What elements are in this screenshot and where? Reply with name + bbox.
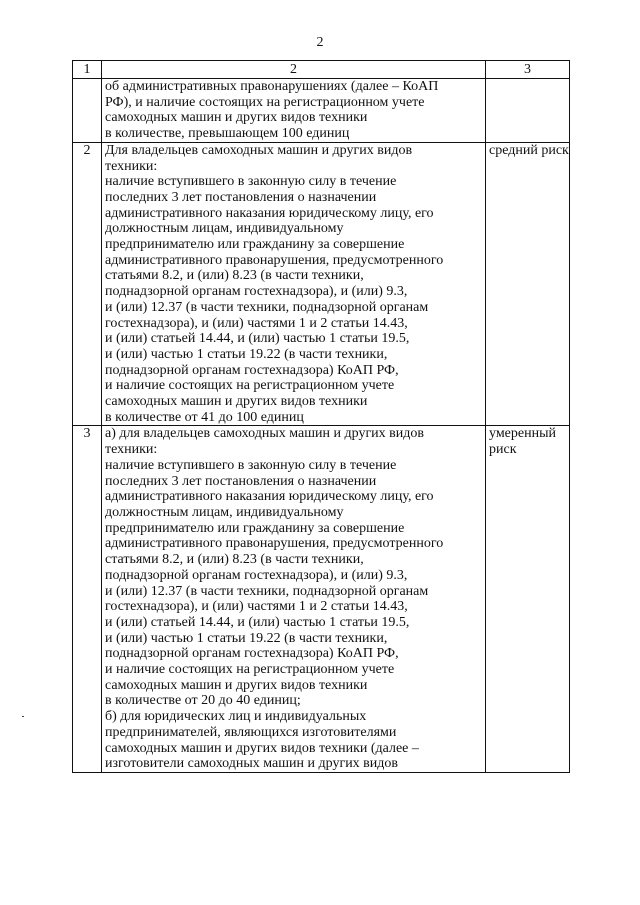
header-col-3: 3	[486, 61, 570, 79]
criteria-line: и (или) частью 1 статьи 19.22 (в части техники,	[105, 346, 388, 362]
criteria-line: в количестве, превышающем 100 единиц	[105, 126, 350, 142]
risk-category	[486, 142, 570, 426]
criteria-line: последних 3 лет постановления о назначении	[105, 189, 377, 205]
risk-category	[486, 426, 570, 772]
criteria-line: а) для владельцев самоходных машин и других видов	[105, 426, 425, 442]
criteria-line: предпринимателей, являющихся изготовителями	[105, 724, 397, 740]
criteria-line: предпринимателю или гражданину за совершение	[105, 520, 405, 536]
header-col-1: 1	[73, 61, 102, 79]
criteria-text	[102, 426, 486, 772]
criteria-line: поднадзорной органам гостехнадзора) КоАП РФ,	[105, 646, 399, 662]
criteria-line: и наличие состоящих на регистрационном учете	[105, 662, 395, 678]
risk-category-line: умеренный	[489, 426, 556, 442]
row-number	[73, 79, 102, 143]
risk-category-line: средний риск	[489, 142, 569, 158]
row-number: 3	[73, 426, 102, 772]
row-number: 2	[73, 142, 102, 426]
criteria-line: статьями 8.2, и (или) 8.23 (в части техники,	[105, 268, 364, 284]
criteria-line: последних 3 лет постановления о назначении	[105, 473, 377, 489]
page-number: 2	[316, 35, 324, 50]
criteria-line: и (или) статьей 14.44, и (или) частью 1 статьи 19.5,	[105, 331, 410, 347]
criteria-line: и (или) частью 1 статьи 19.22 (в части техники,	[105, 630, 388, 646]
criteria-line: административного наказания юридическому лицу, его	[105, 489, 434, 505]
criteria-line: наличие вступившего в законную силу в течение	[105, 457, 397, 473]
criteria-line: и (или) 12.37 (в части техники, поднадзорной органам	[105, 583, 429, 599]
criteria-line: самоходных машин и других видов техники	[105, 677, 368, 693]
criteria-line: поднадзорной органам гостехнадзора), и (или) 9.3,	[105, 284, 408, 300]
criteria-line: гостехнадзора), и (или) частями 1 и 2 статьи 14.43,	[105, 599, 408, 615]
criteria-line: и наличие состоящих на регистрационном учете	[105, 378, 395, 394]
criteria-line: изготовители самоходных машин и других видов	[105, 756, 399, 772]
criteria-line: административного наказания юридическому лицу, его	[105, 205, 434, 221]
risk-criteria-table	[72, 60, 570, 773]
criteria-line: Для владельцев самоходных машин и других видов	[105, 142, 413, 158]
header-col-2: 2	[102, 61, 486, 79]
criteria-line: об административных правонарушениях (далее – КоАП	[105, 79, 439, 94]
criteria-line: должностным лицам, индивидуальному	[105, 221, 344, 237]
risk-category-line: риск	[489, 442, 517, 458]
risk-category	[486, 79, 570, 143]
table-header-row	[73, 61, 570, 79]
criteria-line: РФ), и наличие состоящих на регистрационном учете	[105, 94, 425, 110]
criteria-line: самоходных машин и других видов техники (далее –	[105, 740, 419, 756]
criteria-line: наличие вступившего в законную силу в течение	[105, 174, 397, 190]
criteria-line: и (или) статьей 14.44, и (или) частью 1 статьи 19.5,	[105, 614, 410, 630]
criteria-line: статьями 8.2, и (или) 8.23 (в части техники,	[105, 552, 364, 568]
criteria-line: поднадзорной органам гостехнадзора) КоАП РФ,	[105, 362, 399, 378]
criteria-line: поднадзорной органам гостехнадзора), и (или) 9.3,	[105, 567, 408, 583]
criteria-text	[102, 142, 486, 426]
table-row	[73, 142, 570, 426]
criteria-line: б) для юридических лиц и индивидуальных	[105, 709, 367, 725]
criteria-line: самоходных машин и других видов техники	[105, 394, 368, 410]
table-row	[73, 426, 570, 772]
criteria-line: административного правонарушения, предусмотренного	[105, 252, 444, 268]
table-row	[73, 79, 570, 143]
scan-speck	[22, 716, 24, 717]
criteria-line: гостехнадзора), и (или) частями 1 и 2 статьи 14.43,	[105, 315, 408, 331]
criteria-line: техники:	[105, 158, 158, 174]
criteria-line: в количестве от 20 до 40 единиц;	[105, 693, 301, 709]
criteria-line: самоходных машин и других видов техники	[105, 110, 368, 126]
criteria-line: техники:	[105, 442, 158, 458]
criteria-line: предпринимателю или гражданину за совершение	[105, 237, 405, 253]
criteria-text	[102, 79, 486, 143]
criteria-line: административного правонарушения, предусмотренного	[105, 536, 444, 552]
criteria-line: в количестве от 41 до 100 единиц	[105, 409, 304, 425]
criteria-line: должностным лицам, индивидуальному	[105, 504, 344, 520]
criteria-line: и (или) 12.37 (в части техники, поднадзорной органам	[105, 299, 429, 315]
